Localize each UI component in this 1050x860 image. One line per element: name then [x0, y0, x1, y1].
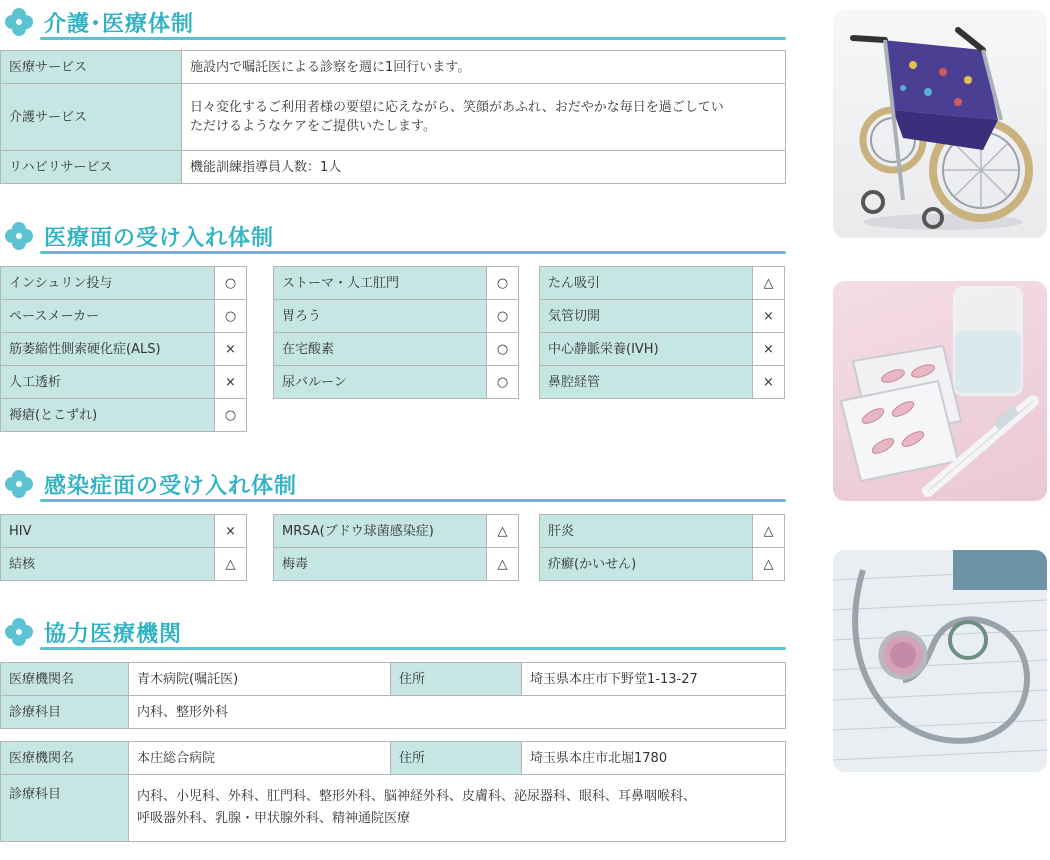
departments-line: 内科、小児科、外科、肛門科、整形外科、脳神経外科、皮膚科、泌尿器科、眼科、耳鼻咽喉科、 [137, 789, 697, 804]
status-mark: × [753, 333, 785, 366]
table-row [1, 742, 786, 775]
status-mark: △ [487, 548, 519, 581]
table-row [540, 515, 785, 548]
row-value: 機能訓練指導員人数：1人 [182, 151, 786, 184]
status-mark: ○ [487, 333, 519, 366]
table-row [1, 515, 247, 548]
status-mark: △ [753, 267, 785, 300]
address-label: 住所 [391, 742, 522, 775]
table-row [1, 51, 786, 84]
item-label: 結核 [1, 548, 215, 581]
hospital-table-1 [0, 662, 786, 729]
row-label: リハビリサービス [1, 151, 182, 184]
item-label: MRSA(ブドウ球菌感染症) [274, 515, 487, 548]
status-mark: × [753, 366, 785, 399]
table-row [1, 548, 247, 581]
item-label: 鼻腔経管 [540, 366, 753, 399]
section-title: 感染症面の受け入れ体制 [44, 474, 298, 499]
section-title: 協力医療機関 [44, 622, 183, 647]
hospital-name: 本庄総合病院 [129, 742, 391, 775]
value-line: 日々変化するご利用者様の要望に応えながら、笑顔があふれ、おだやかな毎日を過ごしてい [190, 100, 724, 115]
table-row [274, 300, 519, 333]
infection-table-col2 [273, 514, 519, 581]
table-row [274, 548, 519, 581]
care-table [0, 50, 786, 184]
row-label: 介護サービス [1, 84, 182, 151]
medical-table-col3 [539, 266, 785, 399]
departments-label: 診療科目 [1, 775, 129, 842]
table-row [1, 151, 786, 184]
table-row [1, 775, 786, 842]
item-label: インシュリン投与 [1, 267, 215, 300]
divider [40, 499, 786, 502]
status-mark: ○ [487, 366, 519, 399]
table-row [274, 366, 519, 399]
item-label: 気管切開 [540, 300, 753, 333]
divider [40, 647, 786, 650]
hospital-name: 青木病院(嘱託医) [129, 663, 391, 696]
item-label: 人工透析 [1, 366, 215, 399]
section-heading-medical [0, 218, 786, 254]
item-label: 疥癬(かいせん) [540, 548, 753, 581]
infection-table-col3 [539, 514, 785, 581]
item-label: 肝炎 [540, 515, 753, 548]
departments-line: 呼吸器外科、乳腺・甲状腺外科、精神通院医療 [137, 811, 411, 826]
table-row [1, 300, 247, 333]
section-title: 介護･医療体制 [44, 12, 195, 37]
clover-icon [3, 6, 35, 38]
table-row [540, 548, 785, 581]
row-label: 医療サービス [1, 51, 182, 84]
item-label: 中心静脈栄養(IVH) [540, 333, 753, 366]
table-row [1, 366, 247, 399]
item-label: ストーマ・人工肛門 [274, 267, 487, 300]
clover-icon [3, 220, 35, 252]
hospital-address: 埼玉県本庄市下野堂1-13-27 [522, 663, 786, 696]
table-row [1, 663, 786, 696]
row-value: 施設内で嘱託医による診察を週に1回行います。 [182, 51, 786, 84]
wheelchair-photo [833, 10, 1047, 238]
item-label: 胃ろう [274, 300, 487, 333]
status-mark: △ [753, 548, 785, 581]
item-label: 筋萎縮性側索硬化症(ALS) [1, 333, 215, 366]
table-row [1, 333, 247, 366]
row-value [182, 84, 786, 151]
status-mark: ○ [487, 300, 519, 333]
status-mark: ○ [215, 300, 247, 333]
status-mark: ○ [487, 267, 519, 300]
item-label: ペースメーカー [1, 300, 215, 333]
table-row [274, 267, 519, 300]
medicine-thermometer-photo [833, 281, 1047, 501]
status-mark: × [753, 300, 785, 333]
table-row [540, 267, 785, 300]
table-row [274, 515, 519, 548]
stethoscope-photo [833, 550, 1047, 772]
item-label: 在宅酸素 [274, 333, 487, 366]
table-row [1, 267, 247, 300]
medical-table-col1 [0, 266, 247, 432]
departments-label: 診療科目 [1, 696, 129, 729]
status-mark: × [215, 515, 247, 548]
status-mark: △ [753, 515, 785, 548]
status-mark: ○ [215, 399, 247, 432]
clover-icon [3, 616, 35, 648]
hospital-address: 埼玉県本庄市北堀1780 [522, 742, 786, 775]
divider [40, 37, 786, 40]
table-row [1, 696, 786, 729]
divider [40, 251, 786, 254]
value-line: ただけるようなケアをご提供いたします。 [190, 119, 436, 134]
item-label: 褥瘡(とこずれ) [1, 399, 215, 432]
hospital-name-label: 医療機関名 [1, 663, 129, 696]
hospital-name-label: 医療機関名 [1, 742, 129, 775]
medical-table-col2 [273, 266, 519, 399]
table-row [274, 333, 519, 366]
clover-icon [3, 468, 35, 500]
address-label: 住所 [391, 663, 522, 696]
status-mark: × [215, 333, 247, 366]
item-label: たん吸引 [540, 267, 753, 300]
departments: 内科、整形外科 [129, 696, 786, 729]
status-mark: ○ [215, 267, 247, 300]
table-row [540, 300, 785, 333]
table-row [1, 399, 247, 432]
status-mark: △ [487, 515, 519, 548]
hospital-table-2 [0, 741, 786, 842]
section-heading-infection [0, 466, 786, 502]
infection-table-col1 [0, 514, 247, 581]
item-label: 尿バルーン [274, 366, 487, 399]
table-row [1, 84, 786, 151]
status-mark: △ [215, 548, 247, 581]
departments [129, 775, 786, 842]
table-row [540, 333, 785, 366]
item-label: HIV [1, 515, 215, 548]
section-title: 医療面の受け入れ体制 [44, 226, 275, 251]
table-row [540, 366, 785, 399]
status-mark: × [215, 366, 247, 399]
section-heading-hospitals [0, 614, 786, 650]
section-heading-care [0, 4, 786, 40]
item-label: 梅毒 [274, 548, 487, 581]
